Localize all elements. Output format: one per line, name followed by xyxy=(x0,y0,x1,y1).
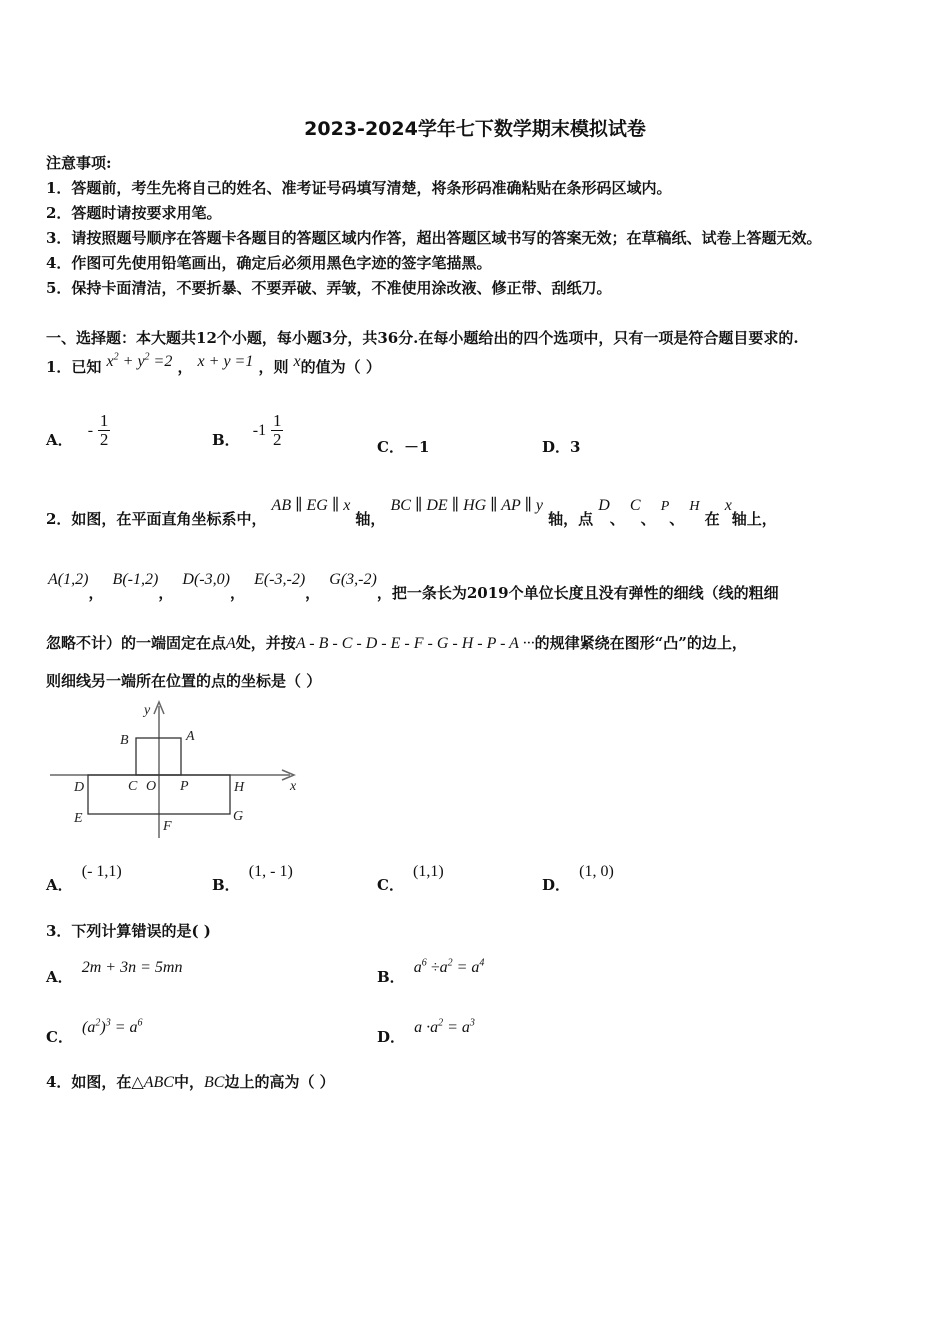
question-2-option-b[interactable]: B． (1, - 1) xyxy=(212,863,293,894)
label-x: x xyxy=(290,779,297,794)
question-3-option-d[interactable]: D． $a \cdot a^2 = a^3$ xyxy=(377,1017,475,1046)
label-a: A xyxy=(186,729,195,744)
label-d: D xyxy=(74,780,85,795)
notice-item-2: 2．答题时请按要求用笔。 xyxy=(46,204,222,222)
label-y: y xyxy=(144,703,151,718)
label-g: G xyxy=(233,809,244,824)
label-f: F xyxy=(163,819,172,834)
question-3-stem: 3．下列计算错误的是( ) xyxy=(46,922,211,940)
question-2-line-3: 忽略不计）的一端固定在点A处，并按A - B - C - D - E - F - G - H - P - A ···的规律紧绕在图形“凸”的边上， xyxy=(46,634,747,652)
question-1-option-a[interactable]: A． - $\frac{1}{2}$ xyxy=(46,411,109,449)
question-1-stem: 1．已知 $x^2 + y^2 =2$ ， x + y =1 ，则 x的值为（ ） xyxy=(46,351,381,376)
notice-item-1: 1．答题前，考生先将自己的姓名、准考证号码填写清楚，将条形码准确粘贴在条形码区域内。 xyxy=(46,179,672,197)
question-1-option-b[interactable]: B． -1 $\frac{1}{2}$ xyxy=(212,411,282,449)
label-b: B xyxy=(120,733,129,748)
question-2-line-4: 则细线另一端所在位置的点的坐标是（ ） xyxy=(46,672,322,690)
question-1-option-c[interactable]: C．－1 xyxy=(377,438,430,456)
label-h: H xyxy=(234,780,245,795)
question-2-option-d[interactable]: D． (1, 0) xyxy=(542,863,614,894)
page-title: 2023-2024学年七下数学期末模拟试卷 xyxy=(304,118,646,140)
notice-item-4: 4．作图可先使用铅笔画出，确定后必须用黑色字迹的签字笔描黑。 xyxy=(46,254,492,272)
question-4-stem: 4．如图，在△ABC中，BC边上的高为（ ） xyxy=(46,1073,335,1091)
question-3-option-b[interactable]: B． $a^6 \div a^2 = a^4$ xyxy=(377,957,485,986)
notice-heading: 注意事项: xyxy=(46,154,112,172)
label-o: O xyxy=(146,779,157,794)
question-3-option-a[interactable]: A． 2m + 3n = 5mn xyxy=(46,959,183,986)
question-2-line-2: A(1,2)， B(-1,2)， D(-3,0)， E(-3,-2)， G(3,-2)，把一条长为2019个单位长度且没有弹性的细线（线的粗细 xyxy=(48,571,779,602)
question-1-option-d[interactable]: D．3 xyxy=(542,438,581,456)
notice-item-3: 3．请按照题号顺序在答题卡各题目的答题区域内作答，超出答题区域书写的答案无效；在草稿纸、试卷上答题无效。 xyxy=(46,229,822,247)
question-2-line-1: 2．如图，在平面直角坐标系中， AB ∥ EG ∥ x 轴， BC ∥ DE ∥ HG ∥ AP ∥ y 轴，点 D、 C、 P、 H 在 x轴上， xyxy=(46,497,777,528)
question-3-option-c[interactable]: C． $(a^2)^3 = a^6$ xyxy=(46,1017,143,1046)
question-2-option-c[interactable]: C． (1,1) xyxy=(377,863,444,894)
convex-figure xyxy=(44,698,314,843)
label-c: C xyxy=(128,779,138,794)
question-2-option-a[interactable]: A． (- 1,1) xyxy=(46,863,122,894)
section-heading: 一、选择题：本大题共12个小题，每小题3分，共36分.在每小题给出的四个选项中，只有一项是符合题目要求的. xyxy=(46,329,799,347)
label-p: P xyxy=(180,779,189,794)
notice-item-5: 5．保持卡面清洁，不要折暴、不要弄破、弄皱，不准使用涂改液、修正带、刮纸刀。 xyxy=(46,279,612,297)
label-e: E xyxy=(74,811,83,826)
